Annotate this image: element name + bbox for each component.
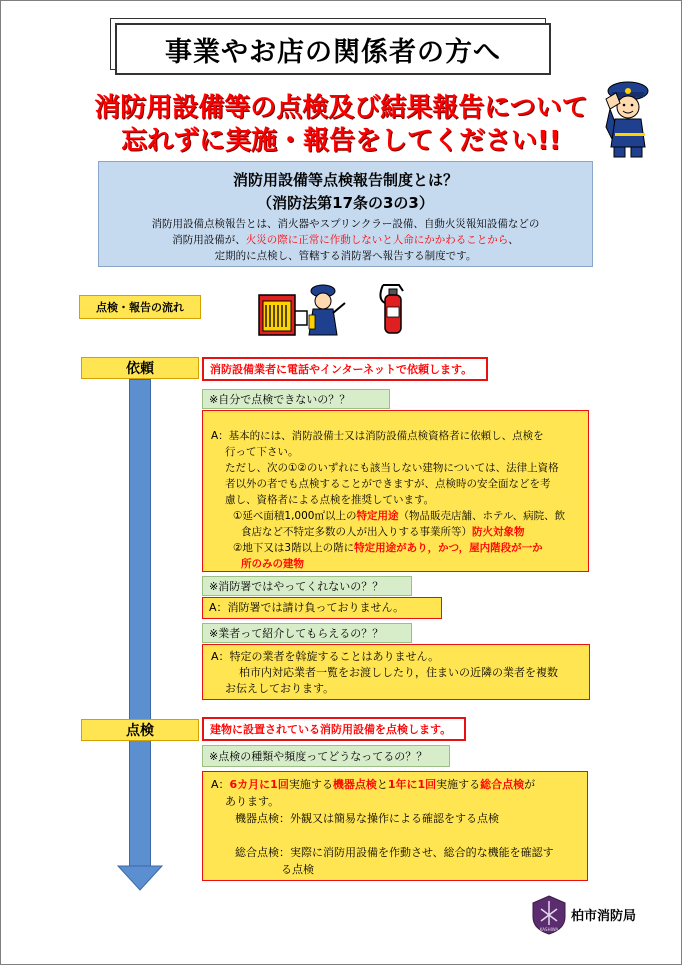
answer-fire-station: A：消防署では請け負っておりません。 bbox=[202, 597, 442, 619]
info-highlight: 火災の際に正常に作動しないと人命にかかわることから bbox=[245, 234, 509, 246]
comprehensive-inspection-desc: 総合点検：実際に消防用設備を作動させ、総合的な機能を確認す bbox=[235, 846, 554, 859]
flow-arrow-shaft bbox=[129, 379, 151, 869]
info-subtitle: （消防法第17条の3の3） bbox=[257, 194, 434, 212]
headline-line2: 忘れずに実施・報告をしてください!! bbox=[121, 126, 561, 156]
answer-line: あります。 bbox=[225, 795, 280, 808]
answer-line: 行って下さい。 bbox=[225, 446, 299, 458]
answer-vendor-referral bbox=[202, 644, 590, 700]
page-title: 事業やお店の関係者の方へ bbox=[115, 23, 551, 75]
step-inspection: 点検 bbox=[81, 719, 199, 741]
answer-self-inspection bbox=[202, 410, 589, 572]
answer-line: A：6カ月に1回実施する機器点検と1年に1回実施する総合点検が bbox=[211, 778, 536, 791]
device-inspection-desc: 機器点検：外観又は簡易な操作による確認をする点検 bbox=[235, 812, 499, 825]
info-line1: 消防用設備点検報告とは、消火器やスプリンクラー設備、自動火災報知設備などの bbox=[151, 218, 540, 230]
answer-line: ただし、次の①②のいずれにも該当しない建物については、法律上資格 bbox=[225, 462, 559, 474]
headline-line1: 消防用設備等の点検及び結果報告について bbox=[94, 93, 588, 123]
answer-line: A：特定の業者を斡旋することはありません。 bbox=[211, 650, 440, 663]
answer-line: 者以外の者でも点検することができますが、点検時の安全面などを考 bbox=[225, 478, 551, 490]
system-info-box bbox=[98, 161, 593, 267]
step-request: 依頼 bbox=[81, 357, 199, 379]
condition-1: ①延べ面積1,000㎡以上の特定用途（物品販売店舗、ホテル、病院、飲 bbox=[233, 510, 566, 522]
info-line2: 消防用設備が、火災の際に正常に作動しないと人命にかかわることから、 bbox=[172, 234, 519, 246]
info-line3: 定期的に点検し、管轄する消防署へ報告する制度です。 bbox=[214, 250, 477, 262]
comprehensive-inspection-desc-cont: る点検 bbox=[281, 863, 314, 876]
info-text bbox=[99, 216, 592, 264]
fire-extinguisher-icon bbox=[377, 279, 407, 335]
organization-name: 柏市消防局 bbox=[571, 909, 637, 924]
question-vendor-referral: ※業者って紹介してもらえるの？？ bbox=[202, 623, 412, 643]
kashiwa-emblem-icon bbox=[532, 895, 566, 935]
answer-inspection-types bbox=[202, 771, 588, 881]
answer-line: お伝えしております。 bbox=[225, 682, 335, 695]
step-request-action: 消防設備業者に電話やインターネットで依頼します。 bbox=[202, 357, 488, 381]
svg-text:KASHIWA: KASHIWA bbox=[539, 927, 559, 932]
question-fire-station: ※消防署ではやってくれないの？？ bbox=[202, 576, 412, 596]
flow-label: 点検・報告の流れ bbox=[79, 295, 201, 319]
question-inspection-types: ※点検の種類や頻度ってどうなってるの？？ bbox=[202, 745, 450, 767]
info-title: 消防用設備等点検報告制度とは？ bbox=[232, 171, 458, 189]
condition-1-cont: 食店など不特定多数の人が出入りする事業所等）防火対象物 bbox=[241, 526, 525, 538]
fire-alarm-panel-icon bbox=[257, 281, 349, 337]
step-inspection-action: 建物に設置されている消防用設備を点検します。 bbox=[202, 717, 466, 741]
firefighter-saluting-icon bbox=[598, 79, 656, 159]
flow-arrow-head-icon bbox=[117, 865, 163, 891]
answer-line: 慮し、資格者による点検を推奨しています。 bbox=[225, 494, 435, 506]
answer-line: 柏市内対応業者一覧をお渡ししたり，住まいの近隣の業者を複数 bbox=[239, 666, 558, 679]
question-self-inspection: ※自分で点検できないの？？ bbox=[202, 389, 390, 409]
condition-2-cont: 所のみの建物 bbox=[241, 558, 304, 570]
condition-2: ②地下又は3階以上の階に特定用途があり，かつ，屋内階段が一か bbox=[233, 542, 543, 554]
answer-line: A：基本的には、消防設備士又は消防設備点検資格者に依頼し、点検を bbox=[211, 430, 544, 442]
